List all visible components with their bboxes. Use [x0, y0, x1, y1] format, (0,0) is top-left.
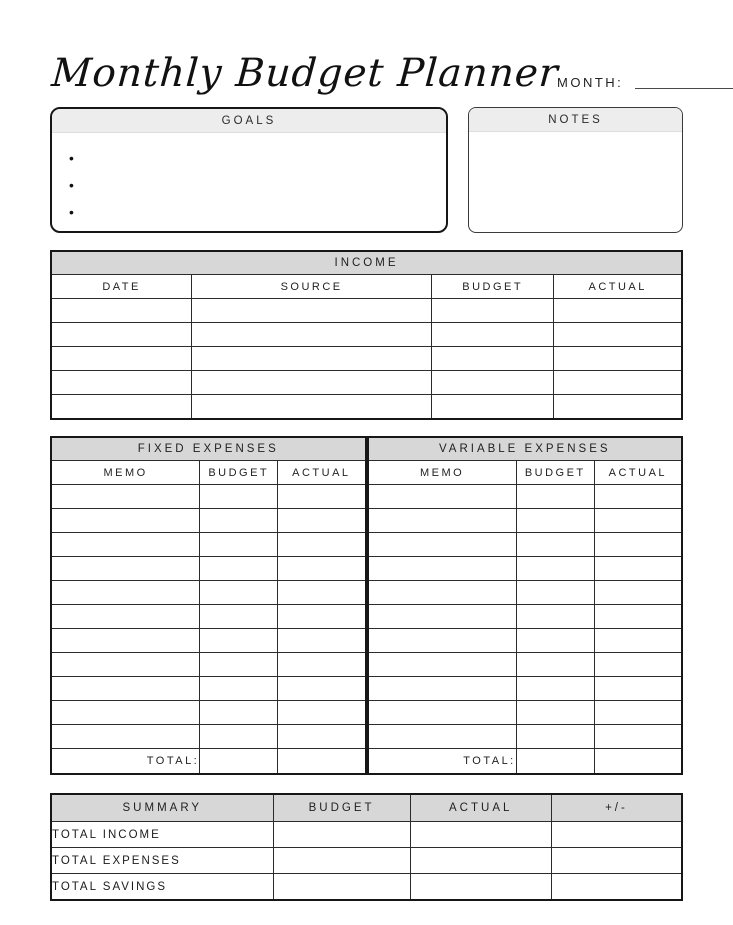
bullet-icon: • [69, 149, 74, 166]
goals-panel [50, 107, 448, 233]
goals-list [52, 133, 446, 225]
income-row-cell[interactable] [554, 347, 682, 371]
fixed-expense-row [51, 485, 366, 509]
summary-col-diff: +/- [551, 794, 682, 822]
fixed-expense-row-cell[interactable] [278, 533, 366, 557]
income-row-cell[interactable] [51, 395, 192, 420]
fixed-expense-row-cell[interactable] [278, 701, 366, 725]
page-header [50, 44, 683, 96]
income-row-cell[interactable] [192, 371, 432, 395]
variable-expense-row-cell[interactable] [516, 605, 594, 629]
income-row-cell[interactable] [554, 371, 682, 395]
fixed-expense-row [51, 653, 366, 677]
fixed-expense-row [51, 725, 366, 749]
bullet-icon: • [69, 203, 74, 220]
fixed-expense-row-cell[interactable] [200, 653, 278, 677]
variable-expenses-header-row [368, 461, 683, 485]
summary-savings-actual-cell[interactable] [410, 874, 551, 901]
fixed-expense-row-cell[interactable] [51, 485, 200, 509]
fixed-expenses-table [50, 436, 367, 775]
notes-writing-area[interactable] [469, 132, 682, 232]
variable-expense-row-cell[interactable] [516, 485, 594, 509]
variable-col-actual: ACTUAL [594, 461, 682, 485]
income-row-cell[interactable] [431, 395, 553, 420]
fixed-expense-row-cell[interactable] [200, 581, 278, 605]
income-row-cell[interactable] [431, 371, 553, 395]
fixed-total-label: TOTAL: [51, 749, 200, 775]
income-row-cell[interactable] [431, 299, 553, 323]
income-col-date: DATE [51, 275, 192, 299]
fixed-expense-row [51, 605, 366, 629]
fixed-expense-row [51, 509, 366, 533]
variable-expense-row [368, 701, 683, 725]
variable-expense-row-cell[interactable] [516, 533, 594, 557]
summary-label-total-income: TOTAL INCOME [51, 822, 273, 848]
fixed-expense-row [51, 557, 366, 581]
fixed-expense-row-cell[interactable] [200, 725, 278, 749]
variable-expense-row [368, 629, 683, 653]
fixed-expense-row-cell[interactable] [200, 677, 278, 701]
variable-expense-row-cell[interactable] [368, 533, 517, 557]
income-title-row [51, 251, 682, 275]
variable-expense-row [368, 557, 683, 581]
variable-expense-row-cell[interactable] [594, 605, 682, 629]
income-table-title: INCOME [51, 251, 682, 275]
variable-expense-row-cell[interactable] [594, 653, 682, 677]
income-row-cell[interactable] [554, 323, 682, 347]
variable-expenses-title: VARIABLE EXPENSES [368, 437, 683, 461]
summary-label-total-savings: TOTAL SAVINGS [51, 874, 273, 901]
summary-expenses-budget-cell[interactable] [273, 848, 410, 874]
fixed-expense-row-cell[interactable] [278, 629, 366, 653]
bullet-icon: • [69, 176, 74, 193]
variable-expense-row-cell[interactable] [594, 677, 682, 701]
variable-expense-row [368, 605, 683, 629]
income-col-actual: ACTUAL [554, 275, 682, 299]
fixed-expense-row-cell[interactable] [200, 605, 278, 629]
variable-expense-row-cell[interactable] [594, 629, 682, 653]
fixed-expense-row [51, 677, 366, 701]
variable-expense-row-cell[interactable] [368, 725, 517, 749]
fixed-expense-row-cell[interactable] [51, 701, 200, 725]
fixed-expense-row-cell[interactable] [51, 581, 200, 605]
variable-expense-row-cell[interactable] [594, 509, 682, 533]
variable-expense-row-cell[interactable] [594, 725, 682, 749]
fixed-expense-row-cell[interactable] [278, 557, 366, 581]
income-row [51, 299, 682, 323]
income-row-cell[interactable] [51, 323, 192, 347]
variable-expense-row-cell[interactable] [516, 701, 594, 725]
variable-expenses-table [367, 436, 684, 775]
variable-expense-row-cell[interactable] [516, 629, 594, 653]
variable-expense-row-cell[interactable] [368, 485, 517, 509]
summary-expenses-diff-cell[interactable] [551, 848, 682, 874]
summary-table [50, 793, 683, 901]
goal-entry-line[interactable] [83, 144, 446, 171]
fixed-col-actual: ACTUAL [278, 461, 366, 485]
variable-expense-row-cell[interactable] [368, 557, 517, 581]
fixed-expense-row-cell[interactable] [200, 557, 278, 581]
fixed-expense-row-cell[interactable] [51, 533, 200, 557]
fixed-total-actual-cell[interactable] [278, 749, 366, 775]
income-row-cell[interactable] [192, 323, 432, 347]
variable-expense-row-cell[interactable] [516, 509, 594, 533]
fixed-expense-row-cell[interactable] [200, 533, 278, 557]
fixed-expense-row-cell[interactable] [200, 509, 278, 533]
variable-expense-row [368, 581, 683, 605]
notes-title: NOTES [469, 108, 682, 132]
fixed-expense-row-cell[interactable] [200, 485, 278, 509]
fixed-expenses-title-row [51, 437, 366, 461]
variable-expense-row [368, 509, 683, 533]
income-section [50, 250, 683, 420]
fixed-expense-row-cell[interactable] [278, 677, 366, 701]
fixed-col-budget: BUDGET [200, 461, 278, 485]
fixed-expense-row [51, 533, 366, 557]
variable-expense-row-cell[interactable] [594, 701, 682, 725]
income-row [51, 323, 682, 347]
variable-expense-row-cell[interactable] [516, 677, 594, 701]
summary-savings-budget-cell[interactable] [273, 874, 410, 901]
expenses-row [50, 436, 683, 775]
income-row-cell[interactable] [431, 347, 553, 371]
fixed-expense-row-cell[interactable] [51, 605, 200, 629]
month-label: MONTH: [557, 75, 624, 90]
variable-col-budget: BUDGET [516, 461, 594, 485]
variable-expense-row-cell[interactable] [594, 581, 682, 605]
variable-expense-row [368, 725, 683, 749]
summary-col-budget: BUDGET [273, 794, 410, 822]
variable-expense-row-cell[interactable] [368, 677, 517, 701]
summary-expenses-actual-cell[interactable] [410, 848, 551, 874]
summary-header-row [51, 794, 682, 822]
goal-entry-line[interactable] [83, 171, 446, 198]
income-header-row [51, 275, 682, 299]
variable-expense-row-cell[interactable] [594, 557, 682, 581]
variable-expense-row [368, 677, 683, 701]
fixed-expense-row-cell[interactable] [51, 509, 200, 533]
summary-row-expenses [51, 848, 682, 874]
fixed-expense-row [51, 629, 366, 653]
variable-expense-row-cell[interactable] [516, 653, 594, 677]
summary-col-actual: ACTUAL [410, 794, 551, 822]
variable-total-budget-cell[interactable] [516, 749, 594, 775]
income-row-cell[interactable] [554, 395, 682, 420]
fixed-expense-row-cell[interactable] [51, 629, 200, 653]
income-row-cell[interactable] [192, 299, 432, 323]
page-title: Monthly Budget Planner [49, 51, 561, 97]
variable-total-actual-cell[interactable] [594, 749, 682, 775]
income-row [51, 395, 682, 420]
fixed-expense-row-cell[interactable] [200, 629, 278, 653]
variable-expense-row-cell[interactable] [368, 701, 517, 725]
summary-section [50, 793, 683, 901]
income-row-cell[interactable] [554, 299, 682, 323]
notes-panel [468, 107, 683, 233]
goals-notes-row [50, 107, 683, 233]
income-table [50, 250, 683, 420]
fixed-expense-row-cell[interactable] [51, 725, 200, 749]
goal-item [69, 198, 446, 225]
month-input-line[interactable] [635, 75, 733, 89]
month-field [557, 75, 733, 96]
variable-col-memo: MEMO [368, 461, 517, 485]
variable-expense-row [368, 533, 683, 557]
variable-expense-row-cell[interactable] [594, 485, 682, 509]
income-row [51, 371, 682, 395]
income-row-cell[interactable] [51, 347, 192, 371]
income-row-cell[interactable] [51, 371, 192, 395]
income-row-cell[interactable] [431, 323, 553, 347]
variable-expense-row [368, 653, 683, 677]
variable-expense-row-cell[interactable] [368, 581, 517, 605]
variable-expense-row-cell[interactable] [368, 605, 517, 629]
fixed-expense-row [51, 581, 366, 605]
income-row-cell[interactable] [192, 347, 432, 371]
variable-expense-row-cell[interactable] [516, 581, 594, 605]
goal-entry-line[interactable] [83, 198, 446, 225]
variable-expense-row-cell[interactable] [516, 557, 594, 581]
variable-expenses-total-row [368, 749, 683, 775]
income-row-cell[interactable] [51, 299, 192, 323]
variable-expense-row-cell[interactable] [368, 509, 517, 533]
summary-income-budget-cell[interactable] [273, 822, 410, 848]
summary-savings-diff-cell[interactable] [551, 874, 682, 901]
fixed-expenses-total-row [51, 749, 366, 775]
fixed-expense-row-cell[interactable] [278, 485, 366, 509]
goal-item [69, 144, 446, 171]
fixed-expense-row-cell[interactable] [278, 725, 366, 749]
fixed-expense-row-cell[interactable] [51, 677, 200, 701]
variable-expense-row-cell[interactable] [368, 629, 517, 653]
summary-row-income [51, 822, 682, 848]
fixed-expenses-header-row [51, 461, 366, 485]
income-col-source: SOURCE [192, 275, 432, 299]
summary-row-savings [51, 874, 682, 901]
summary-income-diff-cell[interactable] [551, 822, 682, 848]
goals-title: GOALS [52, 109, 446, 133]
fixed-expense-row-cell[interactable] [51, 557, 200, 581]
fixed-expense-row-cell[interactable] [278, 509, 366, 533]
variable-expense-row-cell[interactable] [594, 533, 682, 557]
variable-expense-row [368, 485, 683, 509]
fixed-expense-row [51, 701, 366, 725]
income-col-budget: BUDGET [431, 275, 553, 299]
summary-label-total-expenses: TOTAL EXPENSES [51, 848, 273, 874]
fixed-expenses-title: FIXED EXPENSES [51, 437, 366, 461]
fixed-expense-row-cell[interactable] [278, 605, 366, 629]
summary-col-summary: SUMMARY [51, 794, 273, 822]
fixed-expense-row-cell[interactable] [200, 701, 278, 725]
goal-item [69, 171, 446, 198]
income-row [51, 347, 682, 371]
variable-expense-row-cell[interactable] [368, 653, 517, 677]
fixed-total-budget-cell[interactable] [200, 749, 278, 775]
variable-total-label: TOTAL: [368, 749, 517, 775]
fixed-col-memo: MEMO [51, 461, 200, 485]
income-row-cell[interactable] [192, 395, 432, 420]
variable-expense-row-cell[interactable] [516, 725, 594, 749]
summary-income-actual-cell[interactable] [410, 822, 551, 848]
variable-expenses-title-row [368, 437, 683, 461]
fixed-expense-row-cell[interactable] [51, 653, 200, 677]
fixed-expense-row-cell[interactable] [278, 653, 366, 677]
fixed-expense-row-cell[interactable] [278, 581, 366, 605]
